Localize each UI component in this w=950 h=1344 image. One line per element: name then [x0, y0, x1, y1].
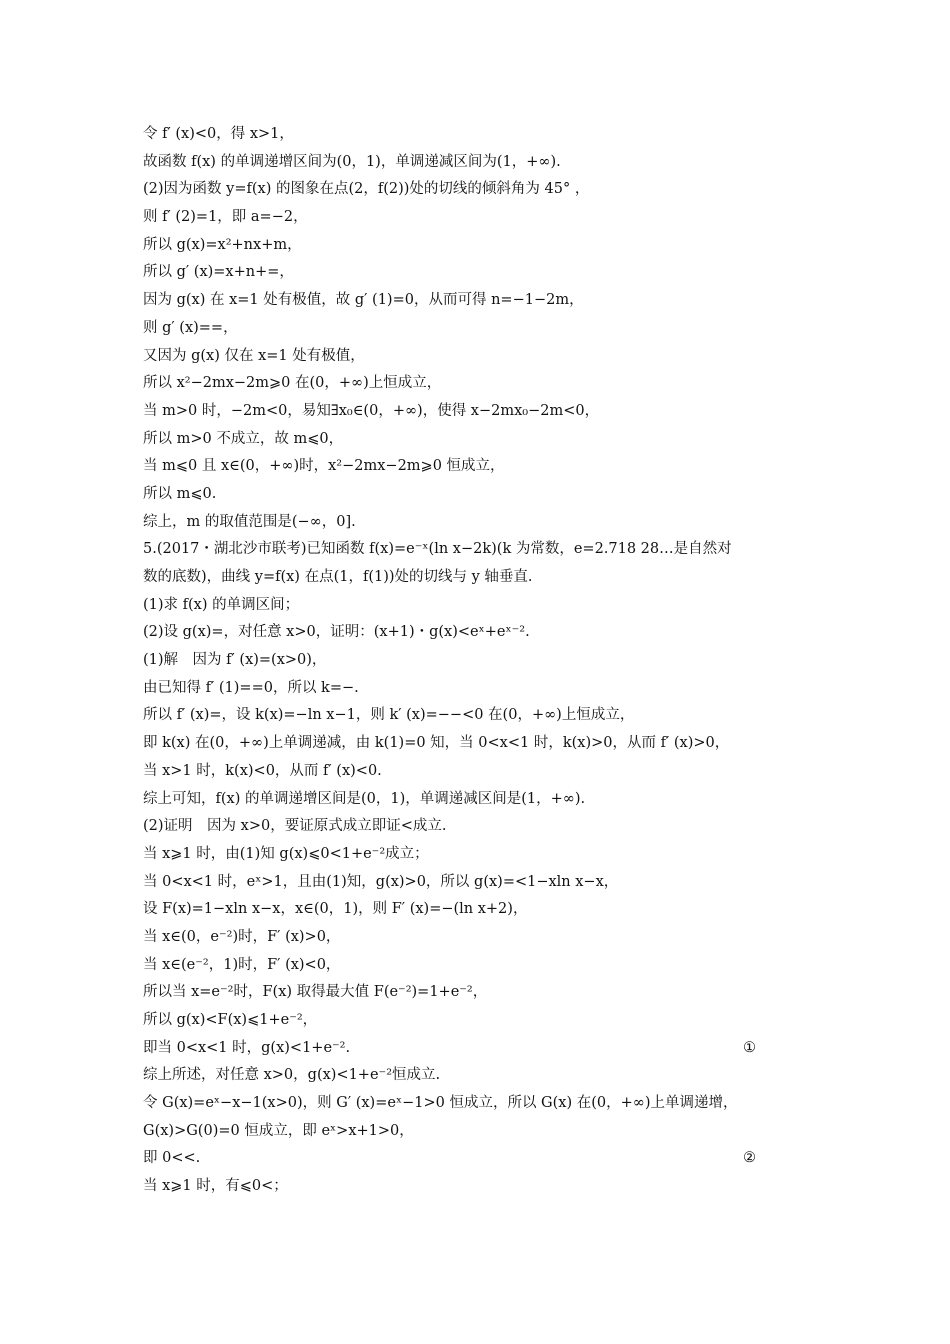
text-line: (2)证明 因为 x>0，要证原式成立即证<成立.	[143, 818, 447, 835]
text-line: 当 x⩾1 时，由(1)知 g(x)⩽0<1+e⁻²成立；	[143, 845, 429, 862]
text-line: 则 f′ (2)=1，即 a=−2，	[143, 209, 308, 226]
text-line: 即当 0<x<1 时，g(x)<1+e⁻².	[143, 1039, 351, 1056]
text-line: G(x)>G(0)=0 恒成立，即 eˣ>x+1>0，	[143, 1122, 414, 1139]
text-line: 由已知得 f′ (1)==0，所以 k=−.	[143, 679, 359, 696]
text-line: 所以 g′ (x)=x+n+=，	[143, 264, 294, 281]
text-line-with-marker	[143, 1145, 823, 1173]
text-line: 当 x>1 时，k(x)<0，从而 f′ (x)<0.	[143, 762, 382, 779]
text-line: 当 m>0 时，−2m<0，易知∃x₀∈(0，+∞)，使得 x−2mx₀−2m<0，	[143, 402, 600, 419]
text-line: (2)设 g(x)=，对任意 x>0，证明：(x+1)・g(x)<eˣ+eˣ⁻².	[143, 624, 530, 641]
text-line: 当 m⩽0 且 x∈(0，+∞)时，x²−2mx−2m⩾0 恒成立，	[143, 458, 505, 475]
equation-marker-2: ②	[743, 1150, 756, 1167]
text-line: 当 x∈(0，e⁻²)时，F′ (x)>0，	[143, 928, 341, 945]
text-line: (1)求 f(x) 的单调区间；	[143, 596, 300, 613]
solution-text	[143, 121, 823, 1201]
text-line: 即 k(x) 在(0，+∞)上单调递减，由 k(1)=0 知，当 0<x<1 时，k(x)>0，从而 f′ (x)>0，	[143, 735, 730, 752]
text-line: 当 x⩾1 时，有⩽0<；	[143, 1178, 288, 1195]
text-line: 令 G(x)=eˣ−x−1(x>0)，则 G′ (x)=eˣ−1>0 恒成立，所以 G(x) 在(0，+∞)上单调递增，	[143, 1095, 738, 1112]
text-line: (2)因为函数 y=f(x) 的图象在点(2，f(2))处的切线的倾斜角为 45° ，	[143, 181, 590, 198]
text-line: 故函数 f(x) 的单调递增区间为(0，1)，单调递减区间为(1，+∞).	[143, 153, 561, 170]
text-line: 令 f′ (x)<0，得 x>1，	[143, 126, 294, 142]
text-line: 所以 f′ (x)=，设 k(x)=−ln x−1，则 k′ (x)=−−<0 在(0，+∞)上恒成立，	[143, 707, 635, 724]
text-line: 因为 g(x) 在 x=1 处有极值，故 g′ (1)=0，从而可得 n=−1−2m，	[143, 292, 584, 309]
text-line: 所以 g(x)<F(x)⩽1+e⁻²，	[143, 1012, 318, 1028]
text-line: 即 0<<.	[143, 1150, 201, 1167]
text-line: 综上可知，f(x) 的单调递增区间是(0，1)，单调递减区间是(1，+∞).	[143, 790, 586, 807]
text-line: 综上所述，对任意 x>0，g(x)<1+e⁻²恒成立.	[143, 1067, 441, 1084]
text-line: 设 F(x)=1−xln x−x，x∈(0，1)，则 F′ (x)=−(ln x+2)，	[143, 901, 528, 918]
text-line: 所以当 x=e⁻²时，F(x) 取得最大值 F(e⁻²)=1+e⁻²，	[143, 984, 488, 1001]
text-line: 所以 m⩽0.	[143, 485, 217, 502]
equation-marker-1: ①	[743, 1039, 756, 1056]
text-line-with-marker	[143, 1035, 823, 1063]
text-line: 所以 x²−2mx−2m⩾0 在(0，+∞)上恒成立，	[143, 375, 442, 392]
text-line: 当 0<x<1 时，eˣ>1，且由(1)知，g(x)>0，所以 g(x)=<1−xln x−x，	[143, 873, 619, 890]
text-line: 当 x∈(e⁻²，1)时，F′ (x)<0，	[143, 956, 341, 973]
text-line: 又因为 g(x) 仅在 x=1 处有极值，	[143, 347, 365, 364]
text-line: 数的底数)，曲线 y=f(x) 在点(1，f(1))处的切线与 y 轴垂直.	[143, 569, 533, 585]
text-line: 所以 g(x)=x²+nx+m，	[143, 236, 302, 253]
problem-5-heading: 5.(2017・湖北沙市联考)已知函数 f(x)=e⁻ˣ(ln x−2k)(k 为常数，e=2.718 28…是自然对	[143, 541, 732, 558]
text-line: 所以 m>0 不成立，故 m⩽0，	[143, 430, 344, 447]
text-line: 综上，m 的取值范围是(−∞，0].	[143, 513, 356, 530]
text-line: (1)解 因为 f′ (x)=(x>0)，	[143, 652, 327, 669]
text-line: 则 g′ (x)==，	[143, 319, 238, 336]
